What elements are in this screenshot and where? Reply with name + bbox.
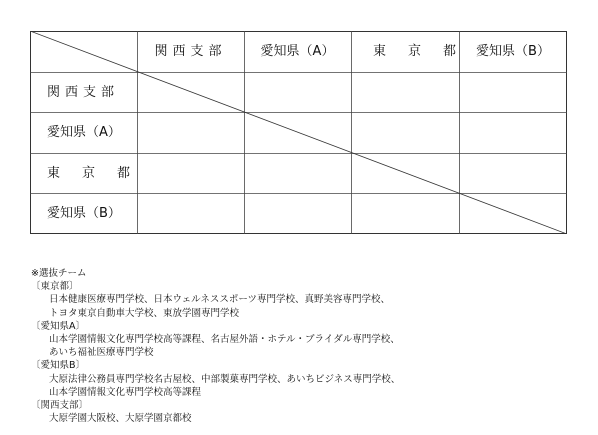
school-line: 大原法律公務員専門学校名古屋校、中部製菓専門学校、あいちビジネス専門学校、 [49, 373, 401, 385]
group-label: 〔愛知県B〕 [31, 360, 86, 372]
row-header-aichi-a: 愛知県（A） [47, 125, 121, 140]
group-label: 〔愛知県A〕 [31, 320, 85, 332]
group-label: 〔東京都〕 [31, 281, 79, 293]
school-line: 大原学園大阪校、大原学園京都校 [49, 413, 192, 425]
col-header-kansai: 関西支部 [154, 44, 227, 59]
school-line: 日本健康医療専門学校、日本ウェルネススポーツ専門学校、真野美容専門学校、 [49, 294, 390, 306]
school-line: あいち福祉医療専門学校 [49, 347, 154, 359]
group-label: 〔関西支部〕 [31, 400, 89, 412]
col-header-aichi-a: 愛知県（A） [260, 44, 335, 59]
league-table [30, 31, 567, 234]
team-group-kansai [31, 399, 400, 425]
team-group-aichi-a [31, 320, 400, 360]
col-header-aichi-b: 愛知県（B） [476, 44, 550, 59]
school-line: トヨタ東京自動車大学校、東放学園専門学校 [49, 307, 240, 319]
selection-team-notes [31, 267, 400, 425]
team-group-tokyo [31, 280, 400, 320]
row-header-kansai: 関西支部 [47, 85, 120, 100]
school-line: 山本学園情報文化専門学校高等課程、名古屋外語・ホテル・ブライダル専門学校、 [49, 334, 400, 346]
team-group-aichi-b [31, 359, 400, 399]
notes-title: ※選抜チーム [31, 268, 87, 279]
col-header-tokyo: 東京都 [373, 44, 479, 59]
row-header-aichi-b: 愛知県（B） [47, 206, 121, 221]
school-line: 山本学園情報文化専門学校高等課程 [49, 386, 202, 398]
row-header-tokyo: 東京都 [47, 166, 153, 181]
